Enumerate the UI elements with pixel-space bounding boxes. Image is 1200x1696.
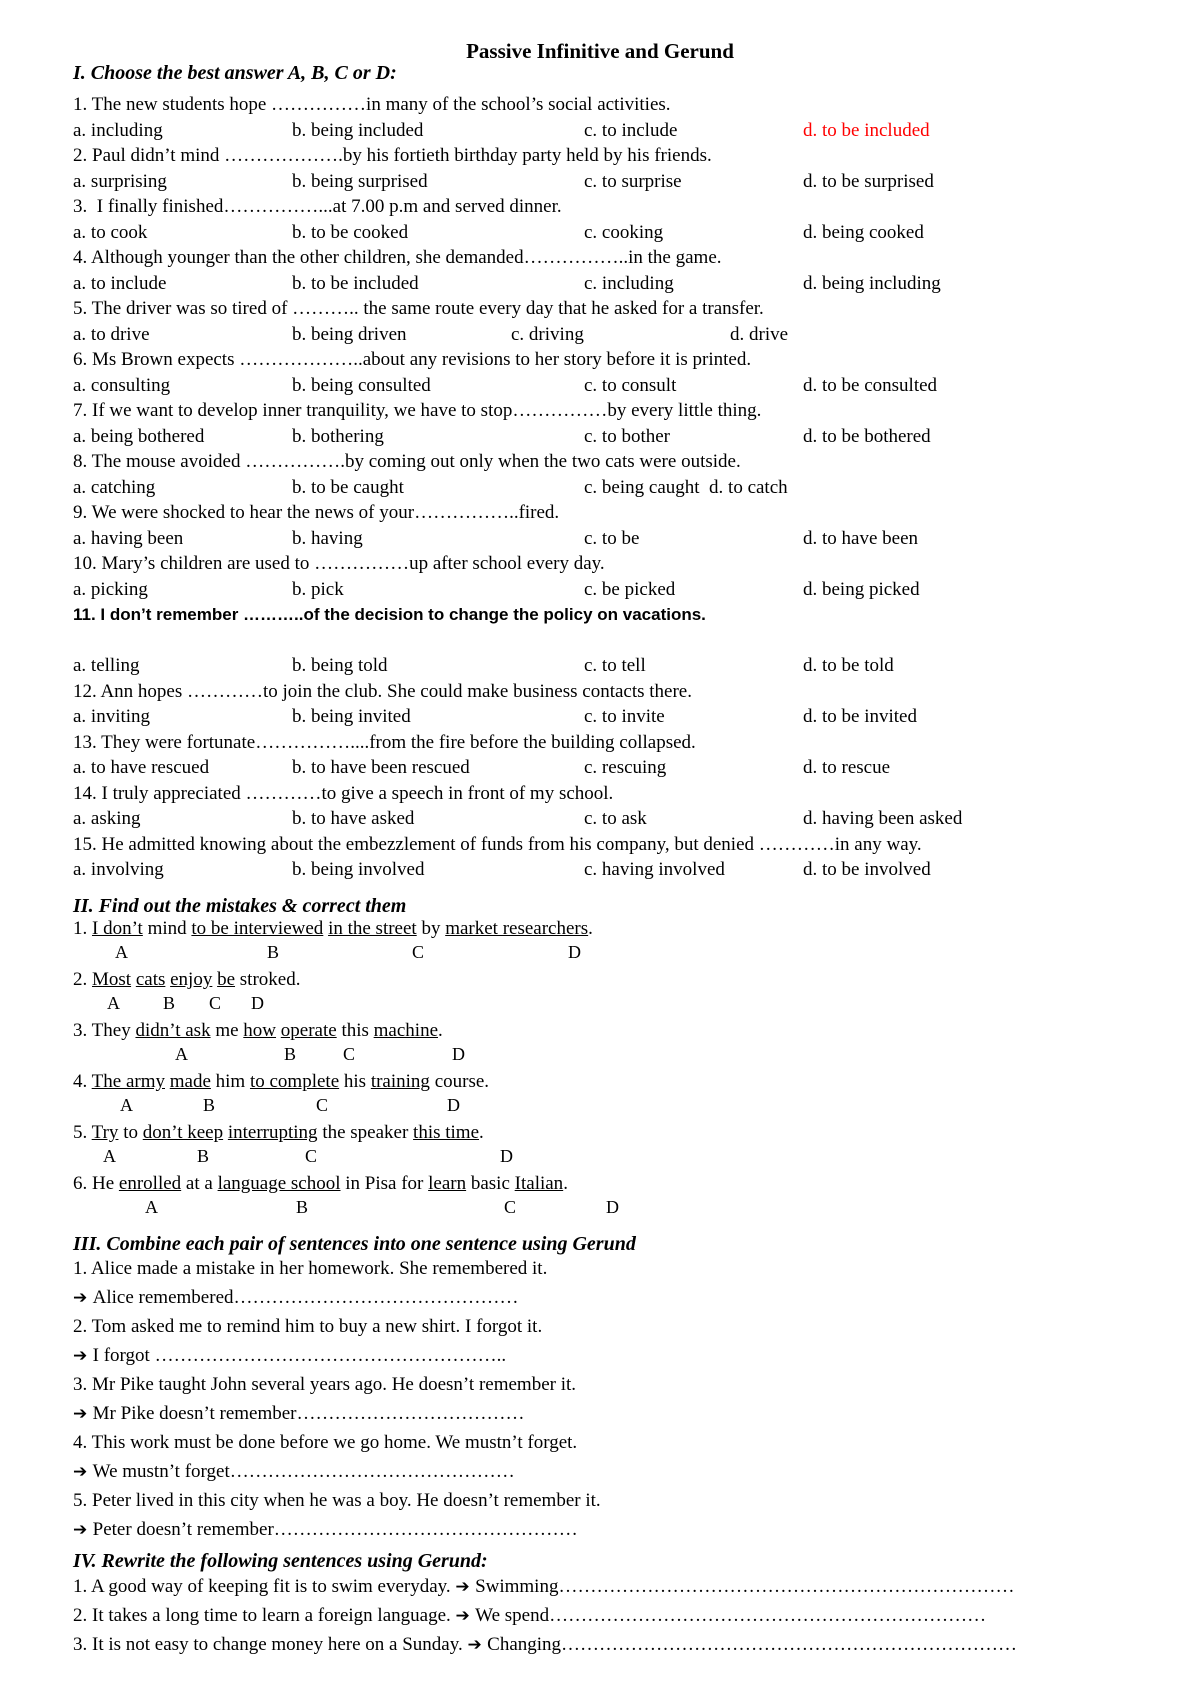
sentence-fragment: at a — [181, 1173, 218, 1194]
answer-option-d: d. to be bothered — [803, 425, 931, 447]
rewrite-prompt: 2. It takes a long time to learn a foreign language. — [73, 1605, 456, 1626]
question-text: 10. Mary’s children are used to ……………up after school every day. — [73, 553, 605, 574]
answer-option-d: d. to be included — [803, 119, 930, 141]
answer-option-a: a. to cook — [73, 221, 148, 243]
answer-option-b: b. being consulted — [292, 374, 431, 396]
underlined-segment: training — [370, 1071, 430, 1092]
arrow-icon: ➔ — [73, 1404, 93, 1424]
answer-option-c: c. to invite — [584, 706, 665, 727]
answer-option-a: a. having been — [73, 527, 184, 549]
answer-option-c: c. be picked — [584, 578, 676, 600]
combine-prompt: 4. This work must be done before we go home. We mustn’t forget. — [73, 1432, 578, 1453]
answer-option-d: d. having been asked — [803, 808, 963, 829]
sentence-fragment: in Pisa for — [340, 1173, 429, 1194]
answer-blank: Alice remembered……………………………………… — [92, 1287, 519, 1308]
option-letter: D — [606, 1197, 619, 1217]
arrow-icon: ➔ — [73, 1520, 93, 1540]
sentence-fragment: 3. They — [73, 1020, 136, 1041]
answer-option-d: d. being cooked — [803, 221, 924, 243]
sentence-fragment: mind — [142, 918, 192, 939]
underlined-segment: in the street — [328, 918, 417, 939]
answer-option-c: c. to include — [584, 119, 678, 141]
sentence-fragment: his — [339, 1071, 371, 1092]
rewrite-item — [73, 1605, 986, 1627]
section-heading-3: III. Combine each pair of sentences into one sentence using Gerund — [73, 1233, 636, 1255]
answer-option-c: c. to ask — [584, 808, 647, 829]
option-letter: D — [568, 942, 581, 962]
answer-option-b: b. being told — [292, 655, 388, 676]
option-letter: B — [296, 1197, 309, 1217]
answer-option-c: c. to be — [584, 527, 640, 549]
sentence-fragment: to — [118, 1122, 143, 1143]
sentence-fragment: 2. — [73, 969, 92, 990]
answer-option-b: b. to be caught — [292, 476, 404, 498]
option-letter: B — [197, 1146, 210, 1166]
answer-line — [73, 1287, 519, 1309]
arrow-icon: ➔ — [455, 1606, 476, 1626]
answer-option-b: b. to have been rescued — [292, 757, 470, 778]
answer-option-d: d. drive — [730, 323, 789, 345]
option-letter: B — [284, 1044, 297, 1064]
arrow-icon: ➔ — [467, 1635, 488, 1655]
question-text: 3. I finally finished……………...at 7.00 p.m and served dinner. — [73, 196, 562, 217]
answer-option-d: d. to be involved — [803, 859, 931, 880]
answer-option-d: d. to have been — [803, 527, 919, 549]
underlined-segment: enrolled — [118, 1173, 182, 1194]
underlined-segment: didn’t ask — [135, 1020, 211, 1041]
question-text: 8. The mouse avoided …………….by coming out only when the two cats were outside. — [73, 451, 741, 472]
answer-option-b: b. to have asked — [292, 808, 415, 829]
sentence-fragment: by — [416, 918, 446, 939]
answer-option-a: a. consulting — [73, 374, 171, 396]
underlined-segment: language school — [217, 1173, 341, 1194]
answer-option-d: d. to be surprised — [803, 170, 934, 192]
option-letter: C — [316, 1095, 329, 1115]
combine-prompt: 5. Peter lived in this city when he was a boy. He doesn’t remember it. — [73, 1490, 601, 1511]
sentence-fragment: 4. — [73, 1071, 92, 1092]
underlined-segment: machine — [373, 1020, 438, 1041]
option-letter: D — [447, 1095, 460, 1115]
sentence-fragment: . — [563, 1173, 568, 1194]
sentence-fragment: this — [336, 1020, 374, 1041]
answer-option-b: b. being involved — [292, 859, 425, 880]
underlined-segment: how — [243, 1020, 277, 1041]
underlined-segment: market researchers — [445, 918, 589, 939]
question-text: 13. They were fortunate……………....from the fire before the building collapsed. — [73, 731, 696, 753]
answer-option-b: b. being surprised — [292, 170, 428, 192]
error-sentence — [73, 969, 300, 991]
answer-option-c: c. to bother — [584, 425, 671, 447]
rewrite-item — [73, 1634, 1017, 1656]
answer-option-c: c. to tell — [584, 655, 646, 676]
question-text: 1. The new students hope ……………in many of the school’s social activities. — [73, 94, 671, 115]
question-text: 2. Paul didn’t mind ……………….by his fortieth birthday party held by his friends. — [73, 145, 712, 166]
underlined-segment: this time — [413, 1122, 480, 1143]
option-letter: B — [203, 1095, 216, 1115]
option-letter: C — [412, 942, 425, 962]
answer-line — [73, 1403, 525, 1425]
question-text: 11. I don’t remember ………..of the decision to change the policy on vacations. — [73, 605, 706, 624]
option-letter: C — [343, 1044, 356, 1064]
question-text: 4. Although younger than the other children, she demanded……………..in the game. — [73, 247, 722, 268]
answer-blank: I forgot ……………………………………………….. — [92, 1345, 507, 1366]
answer-option-c: c. having involved — [584, 859, 725, 880]
combine-prompt: 1. Alice made a mistake in her homework. She remembered it. — [73, 1258, 548, 1279]
option-letter: D — [251, 993, 264, 1013]
underlined-segment: Try — [91, 1122, 119, 1143]
combine-prompt: 2. Tom asked me to remind him to buy a new shirt. I forgot it. — [73, 1316, 543, 1337]
answer-option-b: b. to be included — [292, 272, 419, 294]
underlined-segment: to be interviewed — [191, 918, 324, 939]
answer-option-b: b. to be cooked — [292, 221, 409, 243]
answer-option-d: d. being including — [803, 272, 941, 294]
answer-option-d: d. being picked — [803, 578, 920, 600]
answer-line — [73, 1461, 515, 1483]
section-heading-4: IV. Rewrite the following sentences using Gerund: — [73, 1550, 488, 1572]
option-letter: A — [103, 1146, 116, 1166]
answer-blank: Mr Pike doesn’t remember……………………………… — [92, 1403, 525, 1424]
option-letter: B — [267, 942, 280, 962]
answer-option-a: a. being bothered — [73, 425, 205, 447]
option-letter: D — [452, 1044, 465, 1064]
sentence-fragment: . — [588, 918, 593, 939]
answer-option-d: d. to rescue — [803, 757, 891, 778]
error-sentence — [73, 918, 593, 940]
answer-option-b: b. being invited — [292, 706, 411, 727]
answer-option-d: d. to be told — [803, 655, 894, 676]
underlined-segment: don’t keep — [142, 1122, 224, 1143]
answer-blank: Peter doesn’t remember………………………………………… — [92, 1519, 578, 1540]
section-heading-1: I. Choose the best answer A, B, C or D: — [73, 62, 397, 84]
sentence-fragment: basic — [466, 1173, 515, 1194]
answer-option-a: a. surprising — [73, 170, 167, 192]
answer-option-a: a. picking — [73, 578, 148, 600]
question-text: 7. If we want to develop inner tranquility, we have to stop……………by every little thing. — [73, 400, 762, 421]
answer-option-a: a. to include — [73, 272, 167, 294]
underlined-segment: Italian — [514, 1173, 564, 1194]
answer-option-a: a. inviting — [73, 706, 151, 727]
answer-option-a: a. telling — [73, 655, 140, 676]
answer-option-a: a. to drive — [73, 323, 150, 345]
answer-option-a: a. asking — [73, 808, 141, 829]
section-heading-2: II. Find out the mistakes & correct them — [73, 895, 407, 917]
error-sentence — [73, 1020, 443, 1042]
underlined-segment: Most — [92, 969, 132, 990]
question-text: 5. The driver was so tired of ……….. the same route every day that he asked for a transfer. — [73, 298, 764, 319]
sentence-fragment: 5. — [73, 1122, 92, 1143]
combine-prompt: 3. Mr Pike taught John several years ago. He doesn’t remember it. — [73, 1374, 577, 1395]
sentence-fragment: stroked. — [235, 969, 301, 990]
arrow-icon: ➔ — [73, 1462, 93, 1482]
sentence-fragment: me — [210, 1020, 244, 1041]
underlined-segment: I don’t — [92, 918, 143, 939]
arrow-icon: ➔ — [73, 1346, 93, 1366]
answer-option-a: a. including — [73, 119, 163, 141]
answer-blank: We mustn’t forget……………………………………… — [92, 1461, 515, 1482]
answer-option-b: b. bothering — [292, 425, 384, 447]
option-letter: A — [107, 993, 120, 1013]
answer-blank: We spend…………………………………………………………… — [475, 1605, 987, 1626]
answer-line — [73, 1519, 578, 1541]
page-title: Passive Infinitive and Gerund — [466, 39, 734, 63]
sentence-fragment: . — [479, 1122, 484, 1143]
underlined-segment: The army — [91, 1071, 165, 1092]
question-text: 9. We were shocked to hear the news of your……………..fired. — [73, 502, 560, 523]
answer-option-c: c. being caught d. to catch — [584, 476, 788, 498]
answer-option-b: b. being included — [292, 119, 424, 141]
arrow-icon: ➔ — [73, 1288, 93, 1308]
option-letter: C — [209, 993, 222, 1013]
arrow-icon: ➔ — [455, 1577, 476, 1597]
option-letter: A — [145, 1197, 158, 1217]
sentence-fragment: . — [438, 1020, 443, 1041]
question-text: 15. He admitted knowing about the embezzlement of funds from his company, but denied …………in any way. — [73, 833, 922, 855]
underlined-segment: to complete — [249, 1071, 340, 1092]
answer-option-c: c. rescuing — [584, 757, 667, 778]
answer-option-c: c. including — [584, 272, 674, 294]
option-letter: D — [500, 1146, 513, 1166]
answer-option-b: b. having — [292, 527, 363, 549]
option-letter: B — [163, 993, 176, 1013]
option-letter: A — [115, 942, 128, 962]
answer-blank: Changing……………………………………………………………… — [487, 1634, 1018, 1655]
rewrite-item — [73, 1576, 1014, 1598]
answer-option-c: c. to consult — [584, 374, 677, 396]
answer-option-c: c. to surprise — [584, 170, 682, 192]
sentence-fragment: him — [210, 1071, 250, 1092]
answer-blank: Swimming……………………………………………………………… — [475, 1576, 1015, 1597]
answer-option-d: d. to be consulted — [803, 374, 938, 396]
underlined-segment: be — [217, 969, 236, 990]
error-sentence — [73, 1071, 489, 1093]
answer-option-c: c. cooking — [584, 221, 664, 243]
option-letter: A — [120, 1095, 133, 1115]
option-letter: A — [175, 1044, 188, 1064]
sentence-fragment: 1. — [73, 918, 92, 939]
underlined-segment: operate — [280, 1020, 337, 1041]
underlined-segment: interrupting — [227, 1122, 318, 1143]
sentence-fragment: 6. He — [73, 1173, 119, 1194]
underlined-segment: learn — [428, 1173, 467, 1194]
rewrite-prompt: 3. It is not easy to change money here on a Sunday. — [73, 1634, 468, 1655]
underlined-segment: cats — [135, 969, 166, 990]
option-letter: C — [504, 1197, 517, 1217]
error-sentence — [73, 1173, 568, 1195]
answer-option-c: c. driving — [511, 323, 584, 345]
option-letter: C — [305, 1146, 318, 1166]
rewrite-prompt: 1. A good way of keeping fit is to swim everyday. — [73, 1576, 456, 1597]
answer-option-d: d. to be invited — [803, 706, 917, 727]
sentence-fragment: course. — [429, 1071, 490, 1092]
question-text: 12. Ann hopes …………to join the club. She could make business contacts there. — [73, 680, 692, 702]
underlined-segment: enjoy — [170, 969, 213, 990]
answer-option-a: a. to have rescued — [73, 757, 210, 778]
answer-line — [73, 1345, 506, 1367]
error-sentence — [73, 1122, 484, 1144]
question-text: 6. Ms Brown expects ………………..about any revisions to her story before it is printed. — [73, 349, 752, 370]
answer-option-a: a. catching — [73, 476, 156, 498]
answer-option-a: a. involving — [73, 859, 164, 880]
answer-option-b: b. pick — [292, 578, 344, 600]
answer-option-b: b. being driven — [292, 323, 407, 345]
question-text: 14. I truly appreciated …………to give a speech in front of my school. — [73, 782, 614, 804]
underlined-segment: made — [169, 1071, 211, 1092]
sentence-fragment: the speaker — [317, 1122, 414, 1143]
